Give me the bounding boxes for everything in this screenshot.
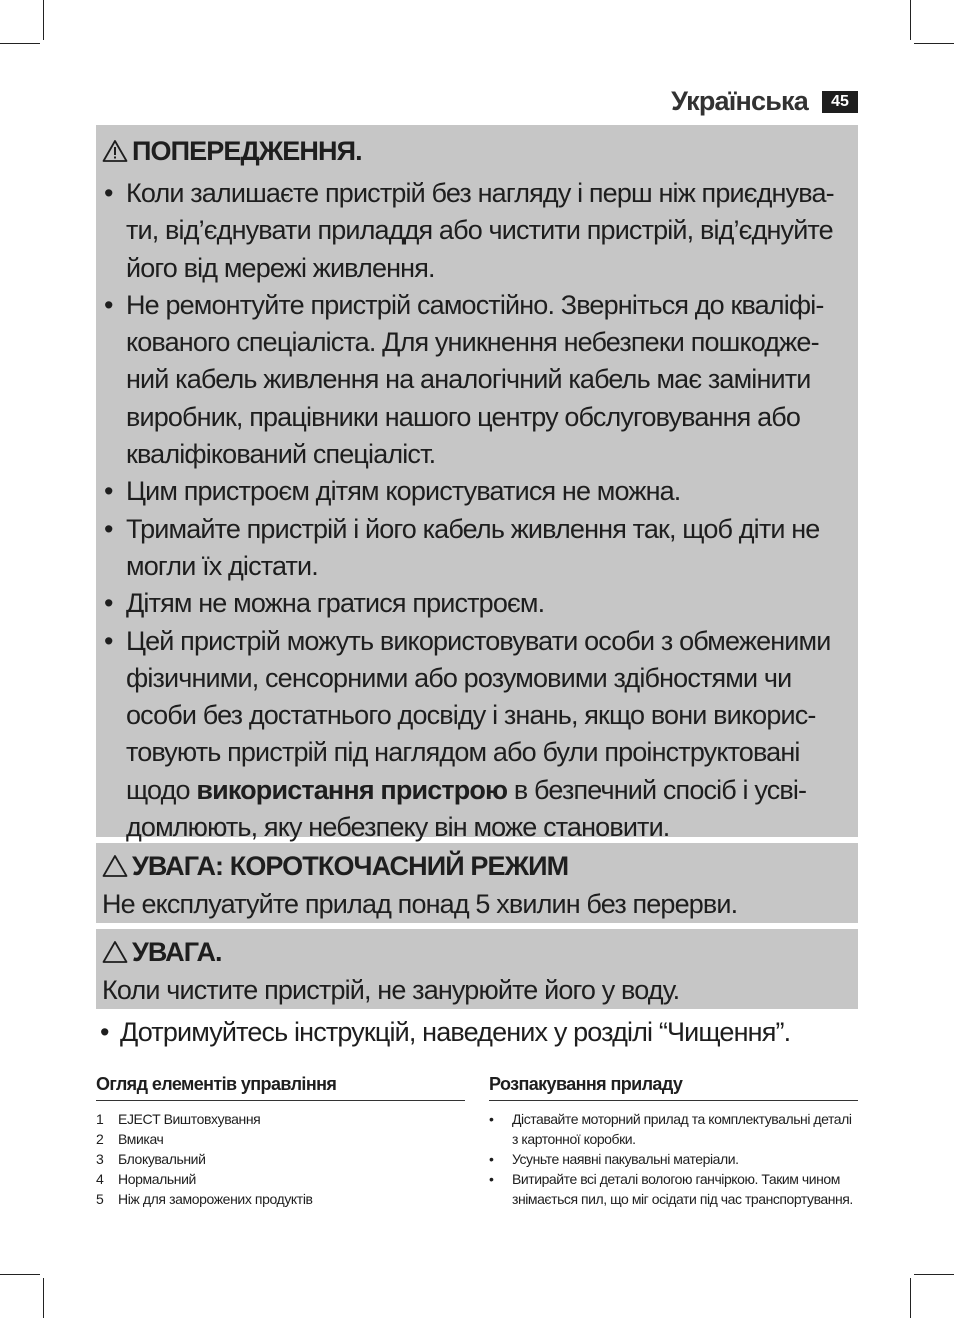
caution-triangle-icon xyxy=(102,854,128,878)
section-title: Огляд елементів управління xyxy=(96,1070,465,1101)
list-item: • Усуньте наявні пакувальні матеріали. xyxy=(489,1149,858,1169)
crop-mark xyxy=(910,0,911,40)
crop-mark xyxy=(0,1274,40,1275)
caution-title xyxy=(102,932,852,972)
follow-instruction: • Дотримуйтесь інструкцій, наведених у розділі “Чищення”. xyxy=(96,1013,858,1051)
item-label: Нормальний xyxy=(118,1171,196,1187)
page-number: 45 xyxy=(822,91,858,113)
list-item: • Діставайте моторний прилад та комплектувальні деталі з картонної коробки. xyxy=(489,1109,858,1149)
item-number: 4 xyxy=(96,1171,104,1187)
caution-title-text: УВАГА. xyxy=(132,936,222,967)
caution-text: Коли чистите пристрій, не занурюйте його у воду. xyxy=(102,975,680,1005)
page-header xyxy=(671,86,858,117)
caution-triangle-icon xyxy=(102,940,128,964)
list-item xyxy=(96,1109,465,1129)
crop-mark xyxy=(910,1278,911,1318)
caution-short-time-box xyxy=(96,843,858,923)
item-label: Блокувальний xyxy=(118,1151,206,1167)
controls-list xyxy=(96,1109,465,1209)
caution-title xyxy=(102,846,852,886)
list-item: • Цим пристроєм дітям користуватися не можна. xyxy=(102,473,850,510)
item-label: Вмикач xyxy=(118,1131,164,1147)
crop-mark xyxy=(43,0,44,40)
list-item xyxy=(96,1189,465,1209)
list-item xyxy=(96,1129,465,1149)
item-number: 5 xyxy=(96,1191,104,1207)
unpacking-section xyxy=(489,1070,858,1209)
controls-overview xyxy=(96,1070,465,1209)
list-item xyxy=(96,1169,465,1189)
list-item: • Дітям не можна гратися пристроєм. xyxy=(102,585,850,622)
list-item: • Не ремонтуйте пристрій самостійно. Зверніться до кваліфікованого спеціаліста. Для уникнення небезпеки пошкоджений кабель живлення на аналогічний кабель має замінити виробник, працівники нашого центру обслуговування або кваліфікований спеціаліст. xyxy=(102,287,850,473)
list-item: • Витирайте всі деталі вологою ганчіркою. Таким чином знімається пил, що міг осідати під час транспортування. xyxy=(489,1169,858,1209)
warning-title-text: ПОПЕРЕДЖЕННЯ. xyxy=(132,135,362,166)
caution-title-text: УВАГА: КОРОТКОЧАСНИЙ РЕЖИМ xyxy=(132,850,569,881)
bold-segment: використання пристрою xyxy=(196,774,508,805)
item-label: EJECT Виштовхування xyxy=(118,1111,261,1127)
list-item: • Коли залишаєте пристрій без нагляду і перш ніж приєднувати, від’єднувати приладдя або чистити пристрій, від’єднуйте його від мережі живлення. xyxy=(102,175,850,287)
list-item xyxy=(102,623,850,847)
crop-mark xyxy=(43,1278,44,1318)
list-item: • Тримайте пристрій і його кабель живлення так, щоб діти не могли їх дістати. xyxy=(102,511,850,586)
language-label: Українська xyxy=(671,86,808,116)
unpacking-list xyxy=(489,1109,858,1209)
item-number: 2 xyxy=(96,1131,104,1147)
item-number: 3 xyxy=(96,1151,104,1167)
caution-cleaning-box xyxy=(96,929,858,1009)
item-label: Ніж для заморожених продуктів xyxy=(118,1191,313,1207)
section-title: Розпакування приладу xyxy=(489,1070,858,1101)
warning-box xyxy=(96,125,858,843)
warning-triangle-icon xyxy=(102,139,128,163)
list-item xyxy=(96,1149,465,1169)
warning-list xyxy=(102,175,850,846)
caution-text: Не експлуатуйте прилад понад 5 хвилин без перерви. xyxy=(102,889,738,919)
item-number: 1 xyxy=(96,1111,104,1127)
text-segment: Цей пристрій можуть використовувати особи з обмеженими фізичними, сенсорними або розумовими здібностями чи особи без достатнього досвіду і знань, якщо вони використовують пристрій під наглядом або були проінструктовані щодо xyxy=(126,625,831,805)
warning-title xyxy=(102,131,850,171)
text-segment: в безпечний спосіб і усвідомлюють, яку небезпеку він може становити. xyxy=(126,774,807,843)
crop-mark xyxy=(914,43,954,44)
crop-mark xyxy=(0,43,40,44)
crop-mark xyxy=(914,1274,954,1275)
